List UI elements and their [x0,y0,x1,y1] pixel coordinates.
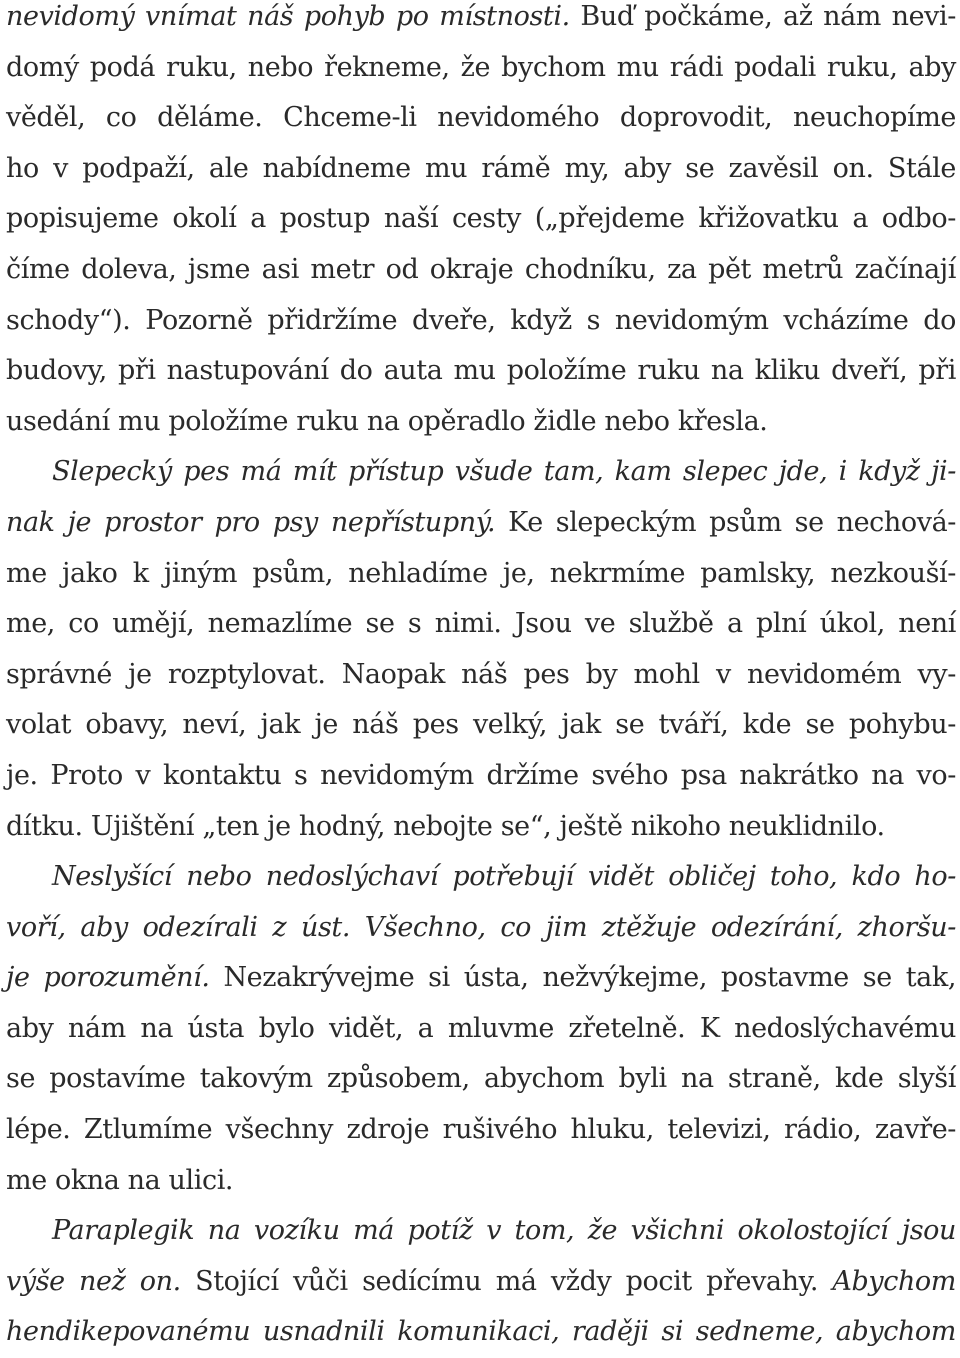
italic-run: hendikepovanému usnadnili komunikaci, raději si sedneme, abychom [6,1316,956,1348]
text-line [6,1307,956,1358]
text-line [6,43,956,94]
regular-run: volat obavy, neví, jak je náš pes velký, jak se tváří, kde se pohybu- [6,709,956,741]
text-line [6,447,956,498]
text-line [6,953,956,1004]
text-line [6,144,956,195]
text-line [6,549,956,600]
regular-run: ho v podpaží, ale nabídneme mu rámě my, aby se zavěsil on. Stále [6,152,956,184]
regular-run: dítku. Ujištění „ten je hodný, nebojte se“, ještě nikoho neuklidnilo. [6,810,885,842]
regular-run: Ke slepeckým psům se nechová- [495,506,956,538]
regular-run: lépe. Ztlumíme všechny zdroje rušivého hluku, televizi, rádio, zavře- [6,1114,956,1146]
text-line [6,0,956,43]
text-line [6,1156,956,1207]
regular-run: budovy, při nastupování do auta mu položíme ruku na kliku dveří, při [6,355,956,387]
regular-run: usedání mu položíme ruku na opěradlo židle nebo křesla. [6,405,768,437]
text-line [6,599,956,650]
text-line [6,650,956,701]
text-line [6,245,956,296]
regular-run: Stojící vůči sedícímu má vždy pocit převahy. [180,1265,833,1297]
regular-run: správné je rozptylovat. Naopak náš pes by mohl v nevidomém vy- [6,658,956,690]
regular-run: schody“). Pozorně přidržíme dveře, když s nevidomým vcházíme do [6,304,956,336]
italic-run: nak je prostor pro psy nepřístupný. [6,506,496,538]
text-line [6,296,956,347]
italic-run: výše než on. [6,1265,181,1297]
regular-run: popisujeme okolí a postup naší cesty („přejdeme křižovatku a odbo- [6,203,956,235]
regular-run: číme doleva, jsme asi metr od okraje chodníku, za pět metrů začínají [6,253,956,285]
regular-run: domý podá ruku, nebo řekneme, že bychom mu rádi podali ruku, aby [6,51,956,83]
page-text [6,0,956,1358]
text-line [6,93,956,144]
text-line [6,1105,956,1156]
text-line [6,852,956,903]
italic-run: voří, aby odezírali z úst. Všechno, co jim ztěžuje odezírání, zhoršu- [6,911,956,943]
text-line [6,1004,956,1055]
text-line [6,498,956,549]
text-line [6,700,956,751]
regular-run: Nezakrývejme si ústa, nežvýkejme, postavme se tak, [209,962,957,994]
regular-run: věděl, co děláme. Chceme-li nevidomého doprovodit, neuchopíme [6,102,956,134]
text-line [6,397,956,448]
italic-run: Abychom [832,1265,956,1297]
regular-run: me okna na ulici. [6,1164,234,1196]
text-line [6,1257,956,1308]
italic-run: Neslyšící nebo nedoslýchaví potřebují vidět obličej toho, kdo ho- [52,861,956,893]
regular-run: se postavíme takovým způsobem, abychom byli na straně, kde slyší [6,1063,956,1095]
text-line [6,802,956,853]
text-line [6,346,956,397]
regular-run: me jako k jiným psům, nehladíme je, nekrmíme pamlsky, nezkouší- [6,557,956,589]
text-line [6,194,956,245]
text-line [6,1206,956,1257]
regular-run: me, co umějí, nemazlíme se s nimi. Jsou ve službě a plní úkol, není [6,608,956,640]
text-line [6,751,956,802]
regular-run: je. Proto v kontaktu s nevidomým držíme svého psa nakrátko na vo- [6,759,956,791]
italic-run: je porozumění. [6,962,210,994]
text-line [6,903,956,954]
regular-run: Buď počkáme, až nám nevi- [569,1,956,32]
italic-run: nevidomý vnímat náš pohyb po místnosti. [6,1,570,32]
italic-run: Slepecký pes má mít přístup všude tam, kam slepec jde, i když ji- [52,456,956,488]
text-line [6,1054,956,1105]
regular-run: aby nám na ústa bylo vidět, a mluvme zřetelně. K nedoslýchavému [6,1012,956,1044]
italic-run: Paraplegik na vozíku má potíž v tom, že všichni okolostojící jsou [52,1215,956,1247]
